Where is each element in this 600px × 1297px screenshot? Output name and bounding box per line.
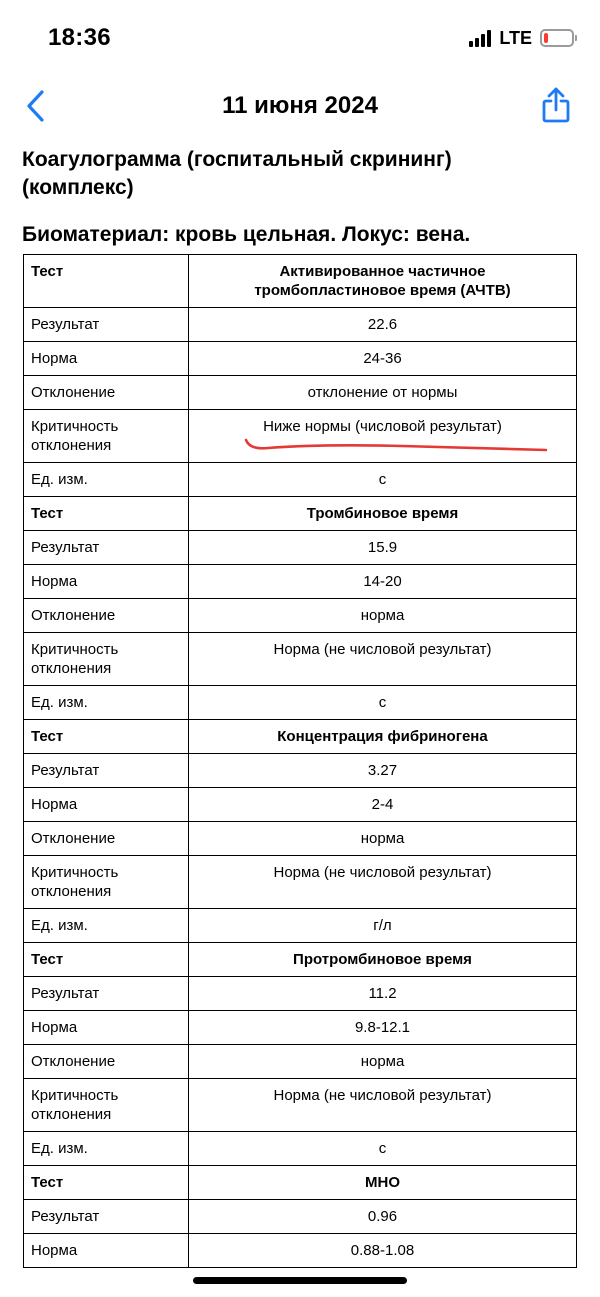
test-name: Концентрация фибриногена — [189, 720, 577, 754]
test-name — [189, 255, 577, 308]
status-bar — [0, 0, 600, 76]
row-value: с — [189, 1132, 577, 1166]
table-row — [24, 1200, 577, 1234]
row-label: Ед. изм. — [24, 909, 189, 943]
row-label-line-2: отклонения — [31, 883, 112, 900]
row-label: Отклонение — [24, 376, 189, 410]
share-button[interactable] — [536, 84, 576, 126]
row-label-line-1: Критичность — [31, 864, 119, 881]
row-label: Результат — [24, 977, 189, 1011]
row-value: норма — [189, 599, 577, 633]
row-label-line-2: отклонения — [31, 437, 112, 454]
row-label: Отклонение — [24, 599, 189, 633]
report-content — [22, 146, 578, 1259]
row-label: Норма — [24, 342, 189, 376]
row-label: Норма — [24, 565, 189, 599]
table-row — [24, 856, 577, 909]
row-value: отклонение от нормы — [189, 376, 577, 410]
row-label: Норма — [24, 788, 189, 822]
test-header-row — [24, 255, 577, 308]
test-name-line-1: Активированное частичное — [279, 263, 486, 280]
row-value: 0.88-1.08 — [189, 1234, 577, 1268]
row-label — [24, 410, 189, 463]
row-label — [24, 1079, 189, 1132]
test-header-row — [24, 497, 577, 531]
row-label: Результат — [24, 1200, 189, 1234]
row-label-line-2: отклонения — [31, 1106, 112, 1123]
table-row — [24, 1045, 577, 1079]
biomaterial-heading: Биоматериал: кровь цельная. Локус: вена. — [22, 223, 471, 246]
row-label: Отклонение — [24, 822, 189, 856]
row-label: Отклонение — [24, 1045, 189, 1079]
row-label — [24, 633, 189, 686]
test-header-label: Тест — [24, 943, 189, 977]
row-value: г/л — [189, 909, 577, 943]
table-row — [24, 1079, 577, 1132]
row-value: норма — [189, 1045, 577, 1079]
status-time: 18:36 — [48, 24, 111, 51]
table-row — [24, 977, 577, 1011]
row-value: Ниже нормы (числовой результат) — [189, 410, 577, 463]
test-header-row — [24, 720, 577, 754]
report-title — [22, 146, 578, 202]
table-row — [24, 599, 577, 633]
table-row — [24, 754, 577, 788]
row-label-line-1: Критичность — [31, 418, 119, 435]
row-label: Результат — [24, 308, 189, 342]
battery-icon — [540, 29, 574, 47]
cellular-signal-icon — [469, 29, 491, 47]
row-value: Норма (не числовой результат) — [189, 633, 577, 686]
test-name: Тромбиновое время — [189, 497, 577, 531]
row-label-line-1: Критичность — [31, 641, 119, 658]
test-header-label: Тест — [24, 1166, 189, 1200]
row-value: норма — [189, 822, 577, 856]
table-row — [24, 376, 577, 410]
table-row — [24, 342, 577, 376]
table-row — [24, 565, 577, 599]
table-row — [24, 308, 577, 342]
row-value: 9.8-12.1 — [189, 1011, 577, 1045]
test-header-row — [24, 1166, 577, 1200]
row-label: Ед. изм. — [24, 463, 189, 497]
network-type: LTE — [499, 27, 532, 48]
share-icon — [541, 86, 571, 124]
row-value: 24-36 — [189, 342, 577, 376]
row-value: 2-4 — [189, 788, 577, 822]
row-value: 0.96 — [189, 1200, 577, 1234]
report-title-line-2: (комплекс) — [22, 176, 134, 199]
table-row — [24, 788, 577, 822]
test-header-row — [24, 943, 577, 977]
table-row — [24, 822, 577, 856]
row-value: с — [189, 463, 577, 497]
row-value: 22.6 — [189, 308, 577, 342]
test-header-label: Тест — [24, 497, 189, 531]
battery-level — [544, 33, 548, 43]
test-name-line-2: тромбопластиновое время (АЧТВ) — [254, 282, 511, 299]
status-indicators — [469, 26, 574, 50]
test-name: МНО — [189, 1166, 577, 1200]
table-row — [24, 1234, 577, 1268]
test-header-label: Тест — [24, 720, 189, 754]
home-indicator[interactable] — [193, 1277, 407, 1284]
row-label: Результат — [24, 531, 189, 565]
row-label-line-2: отклонения — [31, 660, 112, 677]
row-label: Норма — [24, 1234, 189, 1268]
navigation-bar — [0, 80, 600, 134]
row-label-line-1: Критичность — [31, 1087, 119, 1104]
report-title-line-1: Коагулограмма (госпитальный скрининг) — [22, 148, 452, 171]
row-label: Ед. изм. — [24, 1132, 189, 1166]
results-table-container[interactable] — [22, 254, 578, 1259]
results-table — [23, 254, 577, 1268]
table-row — [24, 1132, 577, 1166]
row-label: Результат — [24, 754, 189, 788]
row-label: Ед. изм. — [24, 686, 189, 720]
row-value: 15.9 — [189, 531, 577, 565]
row-value: с — [189, 686, 577, 720]
table-row — [24, 909, 577, 943]
page-title: 11 июня 2024 — [222, 92, 378, 119]
row-value: 3.27 — [189, 754, 577, 788]
table-row — [24, 633, 577, 686]
row-value: Норма (не числовой результат) — [189, 856, 577, 909]
table-row — [24, 686, 577, 720]
row-value: Норма (не числовой результат) — [189, 1079, 577, 1132]
row-value: 11.2 — [189, 977, 577, 1011]
test-name: Протромбиновое время — [189, 943, 577, 977]
row-label — [24, 856, 189, 909]
test-header-label: Тест — [24, 255, 189, 308]
row-label: Норма — [24, 1011, 189, 1045]
table-row — [24, 531, 577, 565]
table-row — [24, 410, 577, 463]
row-value: 14-20 — [189, 565, 577, 599]
table-row — [24, 1011, 577, 1045]
table-row — [24, 463, 577, 497]
